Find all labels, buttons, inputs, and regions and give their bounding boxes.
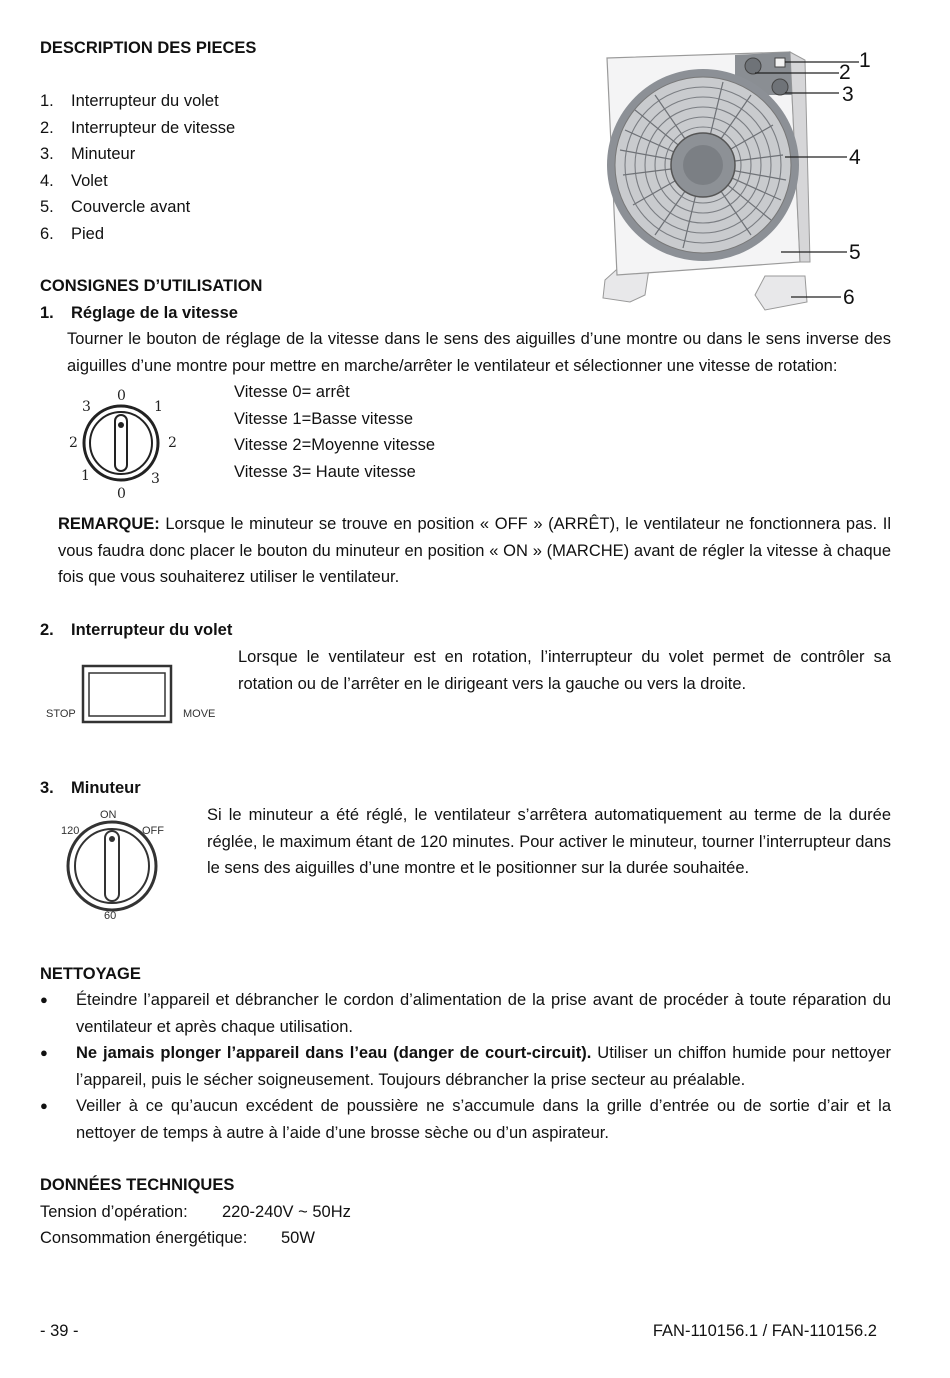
- dial-label-top: 0: [117, 388, 126, 404]
- speed-item: Vitesse 3= Haute vitesse: [234, 462, 416, 481]
- timer-label-on: ON: [100, 809, 117, 821]
- part-item: 5. Couvercle avant: [40, 198, 191, 216]
- part-item: 3. Minuteur: [40, 145, 136, 163]
- part-item: 6. Pied: [40, 225, 105, 243]
- timer-heading: 3. Minuteur: [40, 779, 141, 797]
- specs-title: DONNÉES TECHNIQUES: [40, 1176, 235, 1194]
- remark-text: Lorsque le minuteur se trouve en position « OFF » (ARRÊT), le ventilateur ne fonctionnera pas. Il vous faudra donc placer le bouton du minuteur en position « ON » (MARCHE) avant de régler la vitesse à chaque fois que vous souhaiterez utiliser le ventilateur.: [58, 515, 891, 586]
- part-item: 2. Interrupteur de vitesse: [40, 119, 236, 137]
- voltage-label: Tension d’opération:: [40, 1203, 188, 1221]
- model-number: FAN-110156.1 / FAN-110156.2: [652, 1322, 877, 1340]
- timer-dial-icon: [56, 803, 176, 923]
- callout-6: 6: [843, 286, 855, 309]
- speed-item: Vitesse 0= arrêt: [234, 383, 350, 401]
- parts-title: DESCRIPTION DES PIECES: [40, 39, 257, 57]
- dial-label-top-left: 3: [82, 399, 91, 415]
- speed-item: Vitesse 1=Basse vitesse: [234, 409, 414, 428]
- dial-label-top-right: 1: [154, 399, 163, 415]
- callout-1: 1: [859, 49, 871, 72]
- timer-label-max: 120: [61, 825, 80, 837]
- remark-label: REMARQUE:: [58, 515, 160, 533]
- usage-title: CONSIGNES D’UTILISATION: [40, 277, 263, 295]
- speed-item: Vitesse 2=Moyenne vitesse: [234, 436, 436, 454]
- callout-5: 5: [849, 241, 861, 264]
- cleaning-title: NETTOYAGE: [40, 965, 141, 983]
- speed-body: Tourner le bouton de réglage de la vitesse dans le sens des aiguilles d’une montre ou dans le sens inverse des aiguilles d’une montre pour mettre en marche/arrêter le ventilateur et sélectionner une vitesse de rotation:: [67, 330, 891, 375]
- louver-move-label: MOVE: [183, 708, 216, 720]
- dial-label-bottom: 0: [117, 486, 126, 502]
- voltage-value: 220-240V ~ 50Hz: [222, 1203, 351, 1221]
- louver-stop-label: STOP: [46, 708, 76, 720]
- timer-body: Si le minuteur a été réglé, le ventilateur s’arrêtera automatiquement au terme de la durée réglée, le maximum étant de 120 minutes. Pour activer le minuteur, tourner l’interrupteur dans le sens des aiguilles d’une montre et le positionner sur la durée souhaitée.: [207, 806, 891, 877]
- page-number: - 39 -: [40, 1322, 79, 1340]
- dial-label-left: 2: [69, 435, 78, 451]
- callout-2: 2: [839, 61, 851, 84]
- remark: [58, 511, 891, 591]
- louver-switch-icon: [42, 660, 224, 726]
- power-value: 50W: [281, 1229, 315, 1247]
- cleaning-item: ● Éteindre l’appareil et débrancher le cordon d’alimentation de la prise avant de procéder à toute réparation du ventilateur et après chaque utilisation.: [40, 991, 891, 1036]
- louver-body: Lorsque le ventilateur est en rotation, l’interrupteur du volet permet de contrôler sa rotation ou de l’arrêter en le dirigeant vers la gauche ou vers la droite.: [238, 648, 891, 693]
- dial-label-bottom-left: 1: [81, 468, 90, 484]
- cleaning-item: ● Veiller à ce qu’aucun excédent de poussière ne s’accumule dans la grille d’entrée ou de sortie d’air et la nettoyer de temps à autre à l’aide d’une brosse sèche ou d’un aspirateur.: [40, 1097, 891, 1142]
- speed-dial-icon: [62, 385, 182, 503]
- callout-3: 3: [842, 83, 854, 106]
- cleaning-item: ● Ne jamais plonger l’appareil dans l’eau (danger de court-circuit). Utiliser un chiffon humide pour nettoyer l’appareil, puis le sécher soigneusement. Toujours débrancher la prise secteur au préalable.: [40, 1044, 891, 1089]
- dial-label-bottom-right: 3: [151, 471, 160, 487]
- part-item: 1. Interrupteur du volet: [40, 92, 219, 110]
- box-fan-illustration: [595, 40, 885, 320]
- louver-heading: 2. Interrupteur du volet: [40, 621, 233, 639]
- power-label: Consommation énergétique:: [40, 1229, 248, 1247]
- speed-heading: 1. Réglage de la vitesse: [40, 304, 238, 322]
- part-item: 4. Volet: [40, 172, 108, 190]
- dial-label-right: 2: [168, 435, 177, 451]
- speed-list: [234, 379, 435, 485]
- timer-label-mid: 60: [104, 910, 117, 922]
- callout-4: 4: [849, 146, 861, 169]
- timer-label-off: OFF: [142, 825, 164, 837]
